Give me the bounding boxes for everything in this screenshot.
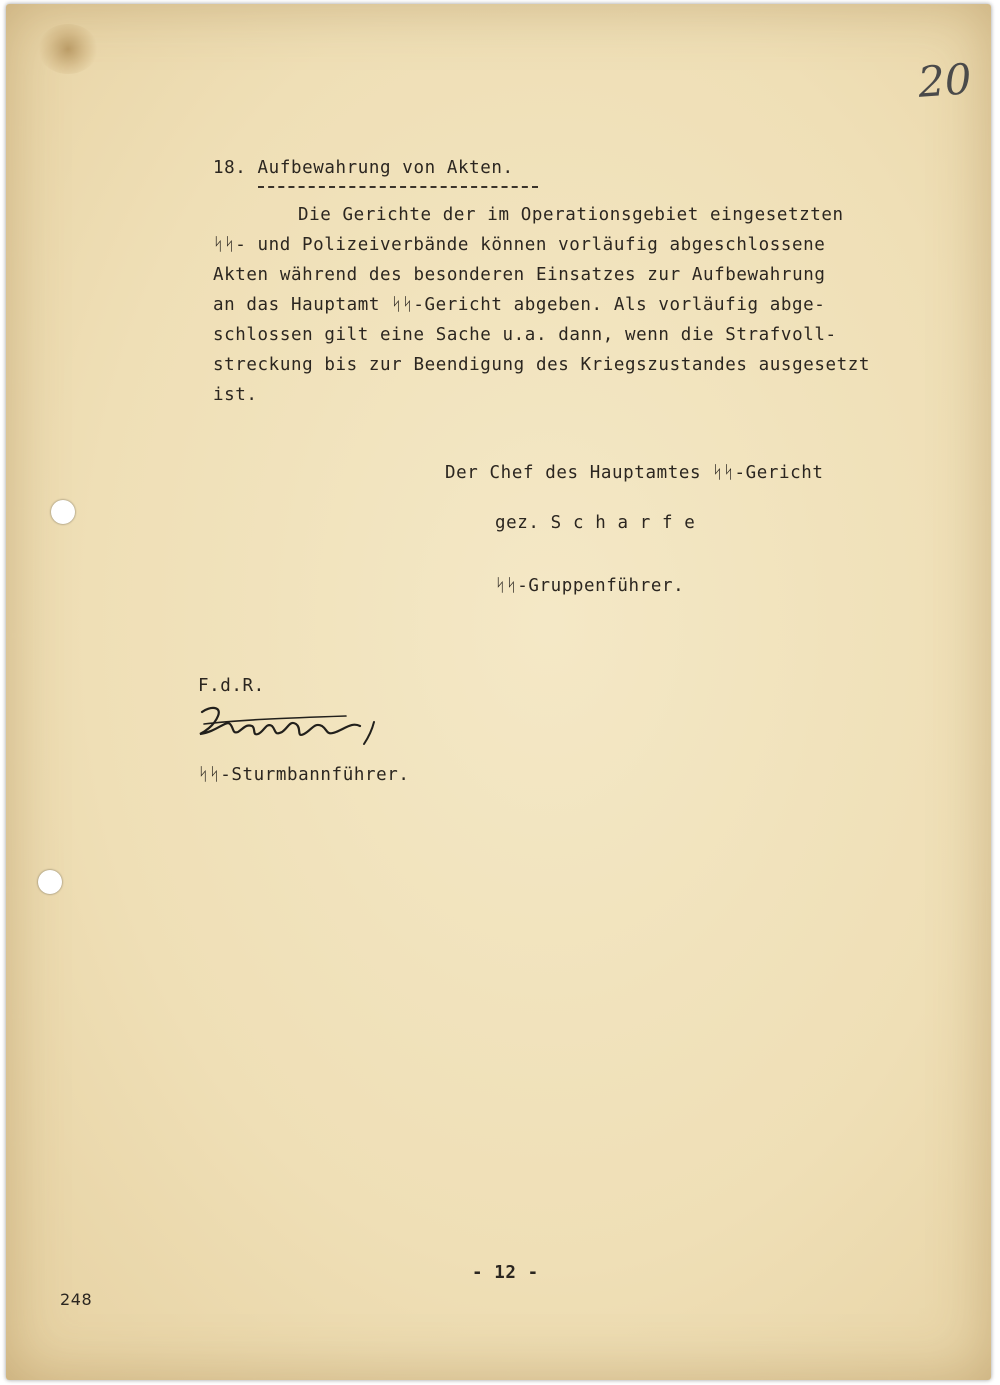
punch-hole-bottom bbox=[38, 870, 62, 894]
archive-page-number: 20 bbox=[916, 54, 974, 107]
closing-rank: ᛋᛋ-Gruppenführer. bbox=[495, 576, 685, 596]
paragraph-line: ᛋᛋ- und Polizeiverbände können vorläufig abgeschlossene bbox=[213, 235, 826, 255]
page-number: - 12 - bbox=[472, 1263, 539, 1283]
water-stain bbox=[38, 24, 98, 74]
section-heading: 18. Aufbewahrung von Akten. bbox=[213, 158, 514, 178]
stamp-number: 248 bbox=[60, 1290, 93, 1309]
paragraph-line: schlossen gilt eine Sache u.a. dann, wenn die Strafvoll- bbox=[213, 325, 837, 345]
paragraph-line: an das Hauptamt ᛋᛋ-Gericht abgeben. Als vorläufig abge- bbox=[213, 295, 826, 315]
punch-hole-top bbox=[51, 500, 75, 524]
heading-underline bbox=[258, 186, 538, 188]
certification-rank: ᛋᛋ-Sturmbannführer. bbox=[198, 765, 410, 785]
paragraph-line: Die Gerichte der im Operationsgebiet eingesetzten bbox=[298, 205, 844, 225]
closing-signed-by: gez. S c h a r f e bbox=[495, 513, 696, 533]
paragraph-line: streckung bis zur Beendigung des Kriegszustandes ausgesetzt bbox=[213, 355, 871, 375]
paragraph-line: ist. bbox=[213, 385, 258, 405]
handwritten-signature bbox=[196, 698, 386, 750]
paragraph-line: Akten während des besonderen Einsatzes zur Aufbewahrung bbox=[213, 265, 826, 285]
certification-label: F.d.R. bbox=[198, 676, 265, 696]
closing-office: Der Chef des Hauptamtes ᛋᛋ-Gericht bbox=[445, 463, 824, 483]
